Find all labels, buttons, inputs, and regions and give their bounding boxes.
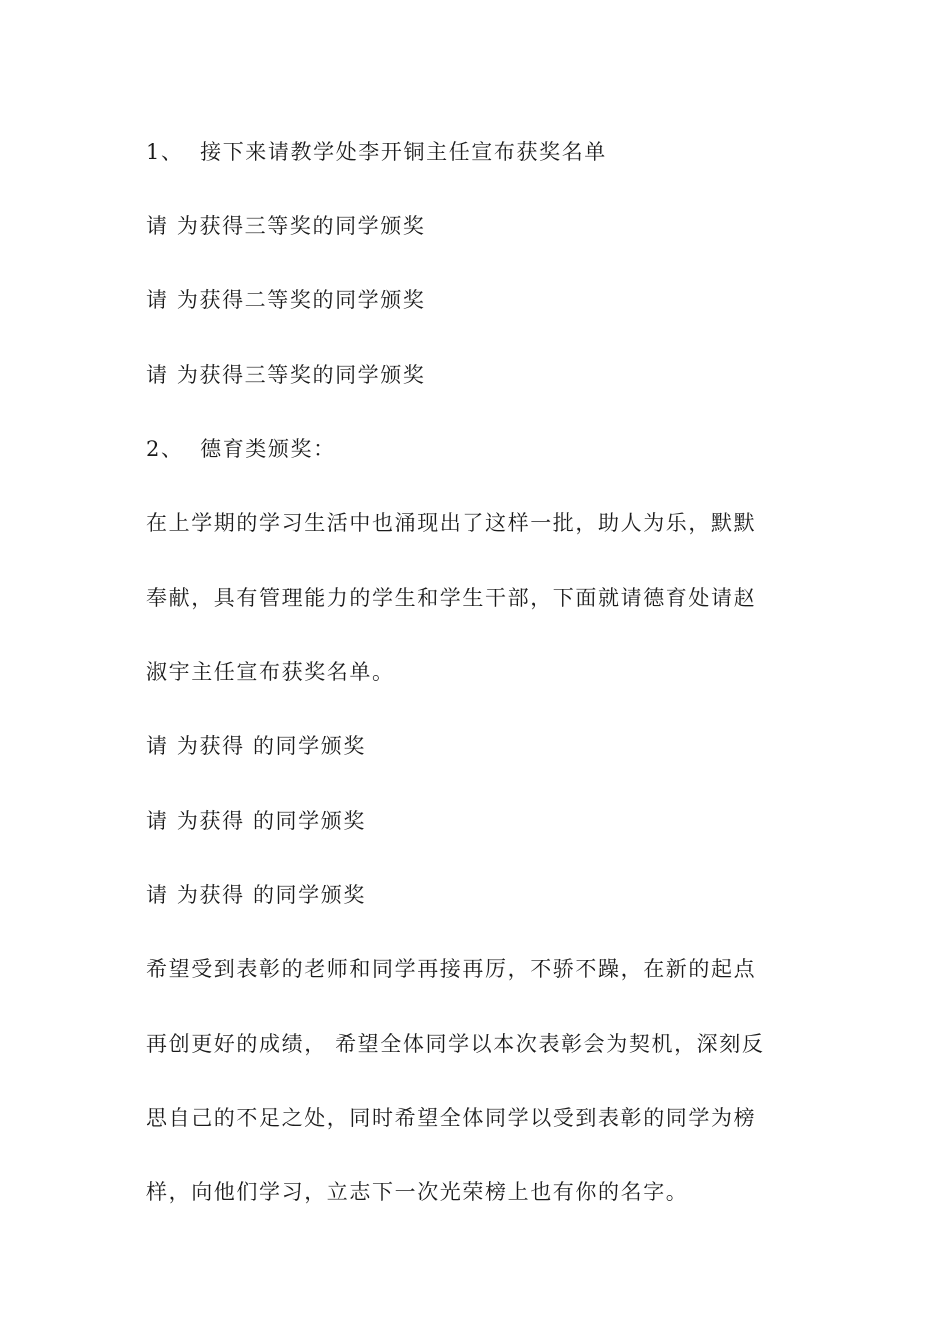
award-line-moral-1: 请 为获得 的同学颁奖 [146, 734, 366, 758]
section-1-heading: 1、 接下来请教学处李开铜主任宣布获奖名单 [146, 140, 607, 164]
award-line-third-prize-repeat: 请 为获得三等奖的同学颁奖 [146, 363, 426, 387]
award-line-third-prize: 请 为获得三等奖的同学颁奖 [146, 214, 426, 238]
paragraph-1-line-1: 在上学期的学习生活中也涌现出了这样一批，助人为乐，默默 [146, 511, 757, 535]
award-line-moral-2: 请 为获得 的同学颁奖 [146, 809, 366, 833]
paragraph-2-line-3: 思自己的不足之处，同时希望全体同学以受到表彰的同学为榜 [146, 1106, 757, 1130]
paragraph-1-line-3: 淑宇主任宣布获奖名单。 [146, 660, 395, 684]
section-2-heading: 2、 德育类颁奖： [146, 437, 336, 461]
award-line-second-prize: 请 为获得二等奖的同学颁奖 [146, 288, 426, 312]
award-line-moral-3: 请 为获得 的同学颁奖 [146, 883, 366, 907]
paragraph-1-line-2: 奉献，具有管理能力的学生和学生干部，下面就请德育处请赵 [146, 586, 757, 610]
paragraph-2-line-1: 希望受到表彰的老师和同学再接再厉，不骄不躁，在新的起点 [146, 957, 757, 981]
paragraph-2-line-2: 再创更好的成绩， 希望全体同学以本次表彰会为契机，深刻反 [146, 1032, 765, 1056]
paragraph-2-line-4: 样，向他们学习，立志下一次光荣榜上也有你的名字。 [146, 1180, 689, 1204]
